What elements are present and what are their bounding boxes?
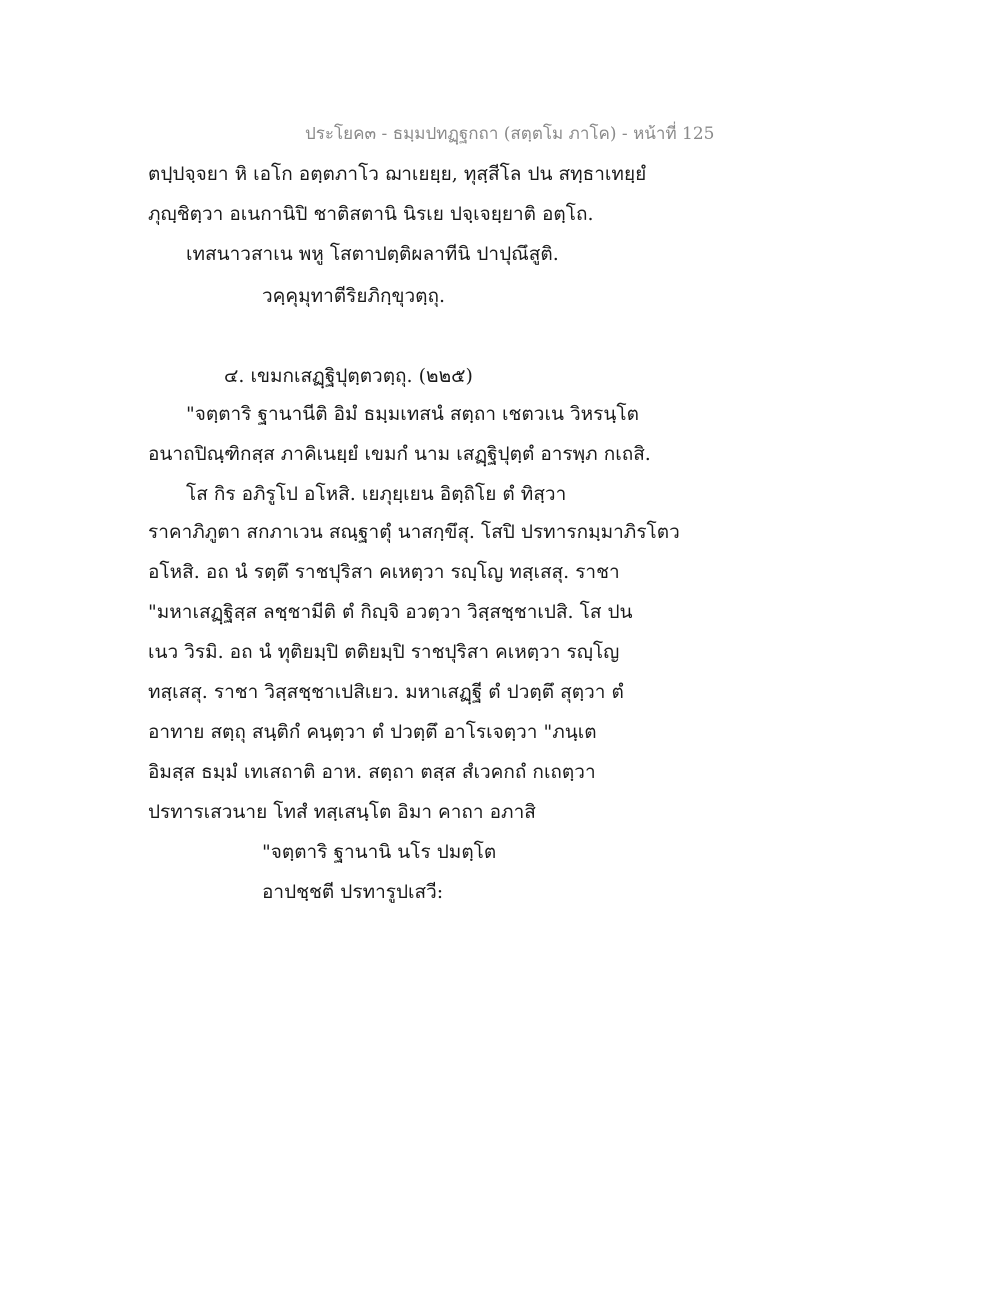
section-heading: ๔. เขมกเสฏฺฐิปุตฺตวตฺถุ. (๒๒๕) — [224, 365, 473, 387]
body-line-13: ทสฺเสสุ. ราชา วิสฺสชฺชาเปสิเยว. มหาเสฏฺฐี ตํ ปวตฺตึ สุตฺวา ตํ — [148, 681, 624, 703]
body-line-14: อาทาย สตฺถุ สนฺติกํ คนฺตฺวา ตํ ปวตฺตึ อาโรเจตฺวา "ภนฺเต — [148, 721, 597, 743]
body-line-1: ตปฺปจฺจยา หิ เอโก อตฺตภาโว ฌาเยยฺย, ทุสฺสีโล ปน สทฺธาเทยฺยํ — [148, 163, 647, 185]
body-line-7: อนาถปิณฺฑิกสฺส ภาคิเนยฺยํ เขมกํ นาม เสฏฺฐิปุตฺตํ อารพฺภ กเถสิ. — [148, 443, 651, 465]
body-line-9: ราคาภิภูตา สกภาเวน สณฺฐาตุํ นาสกฺขึสุ. โสปิ ปรทารกมฺมาภิรโตว — [148, 521, 680, 543]
body-line-16: ปรทารเสวนาย โทสํ ทสฺเสนฺโต อิมา คาถา อภาสิ — [148, 801, 536, 823]
story-end-title: วคฺคุมุทาตีริยภิกฺขุวตฺถุ. — [262, 285, 446, 307]
body-line-10: อโหสิ. อถ นํ รตฺตึ ราชปุริสา คเหตฺวา รญฺโญ ทสฺเสสุ. ราชา — [148, 561, 620, 583]
running-header: ประโยค๓ - ธมฺมปทฏฺฐกถา (สตฺตโม ภาโค) - หน้าที่ 125 — [305, 124, 715, 144]
body-line-6: "จตฺตาริ ฐานานีติ อิมํ ธมฺมเทสนํ สตฺถา เชตวเน วิหรนฺโต — [186, 403, 639, 425]
body-line-8: โส กิร อภิรูโป อโหสิ. เยภุยฺเยน อิตฺถิโย ตํ ทิสฺวา — [186, 483, 567, 505]
body-line-11: "มหาเสฏฺฐิสฺส ลชฺชามีติ ตํ กิญฺจิ อวตฺวา วิสฺสชฺชาเปสิ. โส ปน — [148, 601, 633, 623]
verse-line-2: อาปชฺชตี ปรทารูปเสวี: — [262, 881, 444, 903]
body-line-3: เทสนาวสาเน พหู โสตาปตฺติผลาทีนิ ปาปุณึสูติ. — [186, 243, 559, 265]
body-line-15: อิมสฺส ธมฺมํ เทเสถาติ อาห. สตฺถา ตสฺส สํเวคกถํ กเถตฺวา — [148, 761, 596, 783]
body-line-12: เนว วิรมิ. อถ นํ ทุติยมฺปิ ตติยมฺปิ ราชปุริสา คเหตฺวา รญฺโญ — [148, 641, 620, 663]
body-line-2: ภุญฺชิตฺวา อเนกานิปิ ชาติสตานิ นิรเย ปจฺเจยฺยาติ อตฺโถ. — [148, 203, 594, 225]
verse-line-1: "จตฺตาริ ฐานานิ นโร ปมตฺโต — [262, 841, 497, 863]
